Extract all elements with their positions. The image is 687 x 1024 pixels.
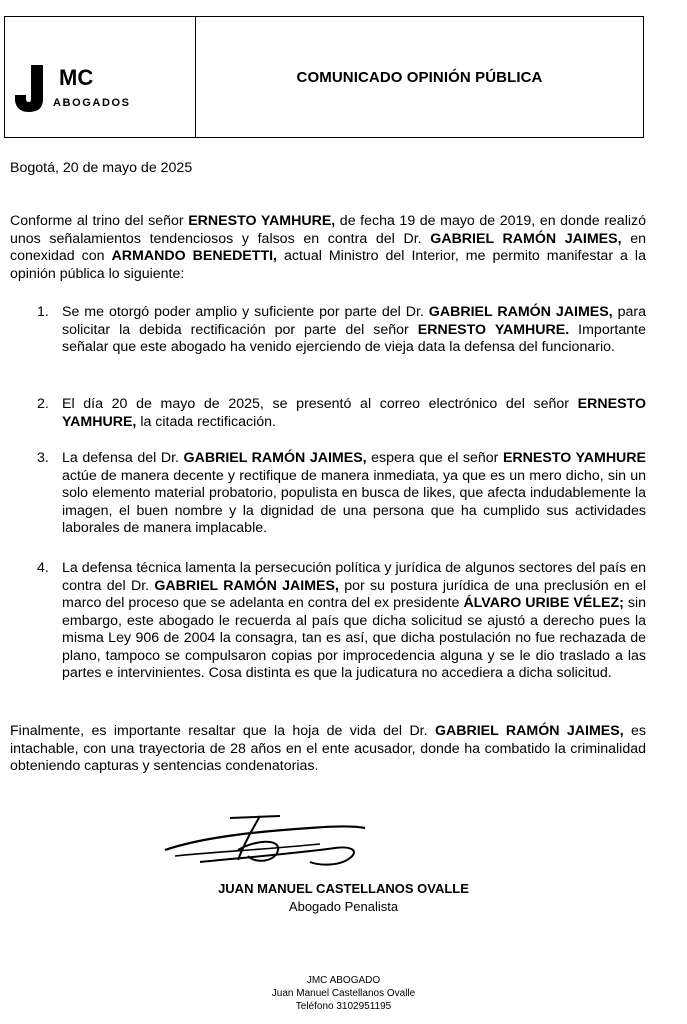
item-text-run: espera que el señor [366, 450, 503, 466]
item-bold-name: GABRIEL RAMÓN JAIMES, [428, 304, 613, 320]
logo-subtitle: ABOGADOS [53, 97, 131, 109]
closing-paragraph [10, 723, 646, 776]
item-text-run: El día 20 de mayo de 2025, se presentó al correo electrónico del señor [62, 396, 578, 412]
intro-paragraph [10, 213, 646, 283]
item-number: 2. [37, 396, 49, 412]
item-text-run: La defensa técnica lamenta la persecución política y jurídica de algunos sectores del país en contra del Dr. [62, 560, 646, 594]
item-text-run: Importante señalar que este abogado ha venido ejerciendo de vieja data la defensa del funcionario. [62, 321, 646, 355]
item-text-run: para solicitar la debida rectificación por parte del señor [62, 304, 647, 338]
handwritten-signature-icon [160, 810, 370, 870]
item-bold-name: GABRIEL RAMÓN JAIMES, [154, 577, 339, 594]
item-number: 1. [37, 304, 49, 320]
closing-text: Finalmente, es importante resaltar que la hoja de vida del Dr. [10, 723, 435, 739]
item-text [62, 304, 646, 357]
signer-name: JUAN MANUEL CASTELLANOS OVALLE [218, 881, 469, 896]
item-number: 3. [37, 450, 49, 466]
item-bold-name: GABRIEL RAMÓN JAIMES, [183, 450, 367, 466]
intro-text: en conexidad con [10, 230, 647, 264]
logo-letters: MC [59, 65, 94, 90]
logo-j-mark-icon [15, 65, 45, 113]
logo-cell [5, 17, 196, 137]
item-bold-name: ERNESTO YAMHURE, [62, 396, 646, 430]
item-text-run: por su postura jurídica de una preclusión en el marco del proceso que se adelanta en contra del ex presidente [62, 577, 647, 611]
footer [0, 974, 687, 1013]
intro-bold-name: ARMANDO BENEDETTI, [111, 248, 277, 264]
signer-role: Abogado Penalista [288, 899, 399, 914]
intro-text: actual Ministro del Interior, me permito manifestar a la opinión pública lo siguiente: [10, 248, 646, 282]
item-text-run: Se me otorgó poder amplio y suficiente por parte del Dr. [62, 304, 429, 320]
letterhead-table [4, 16, 644, 138]
closing-bold-name: GABRIEL RAMÓN JAIMES, [434, 723, 624, 739]
closing-text: es intachable, con una trayectoria de 28 años en el ente acusador, donde ha combatido la criminalidad obteniendo capturas y sentencias condenatorias. [10, 723, 646, 774]
item-number: 4. [37, 560, 49, 576]
item-text [62, 396, 646, 431]
footer-line: Juan Manuel Castellanos Ovalle [271, 988, 416, 999]
item-text-run: actúe de manera decente y rectifique de manera inmediata, ya que es un mero dicho, sin un solo elemento material probatorio, populista en busca de likes, que afecta indudablemente la imagen, el buen nombre y la dignidad de una persona que ha cumplido sus actividades laborales de manera implacable. [62, 467, 646, 536]
item-text [62, 560, 646, 683]
intro-bold-name: GABRIEL RAMÓN JAIMES, [430, 230, 622, 247]
intro-text: Conforme al trino del señor [10, 213, 189, 229]
document-title: COMUNICADO OPINIÓN PÚBLICA [296, 68, 543, 86]
intro-bold-name: ERNESTO YAMHURE, [188, 213, 336, 229]
item-bold-name: ÁLVARO URIBE VÉLEZ; [463, 595, 624, 611]
intro-text: de fecha 19 de mayo de 2019, en donde realizó unos señalamientos tendenciosos y falsos en contra del Dr. [10, 213, 646, 247]
footer-line: JMC ABOGADO [306, 975, 381, 986]
item-text [62, 450, 646, 538]
item-bold-name: ERNESTO YAMHURE. [417, 321, 570, 338]
item-text-run: la citada rectificación. [136, 413, 276, 430]
item-text-run: sin embargo, este abogado le recuerda al país que dicha solicitud se ajustó a derecho pues la misma Ley 906 de 2004 la consagra, tan es así, que dicha postulación no fue rechazada de plano, tampoco se compulsaron copias por improcedencia alguna y se le dio traslado a las partes e intervinientes. Cosa distinta es que la judicatura no accediera a dicha solicitud. [62, 595, 646, 681]
item-bold-name: ERNESTO YAMHURE [502, 450, 647, 466]
date-line: Bogotá, 20 de mayo de 2025 [10, 160, 193, 176]
footer-line: Teléfono 3102951195 [295, 1001, 392, 1012]
item-text-run: La defensa del Dr. [62, 450, 184, 466]
